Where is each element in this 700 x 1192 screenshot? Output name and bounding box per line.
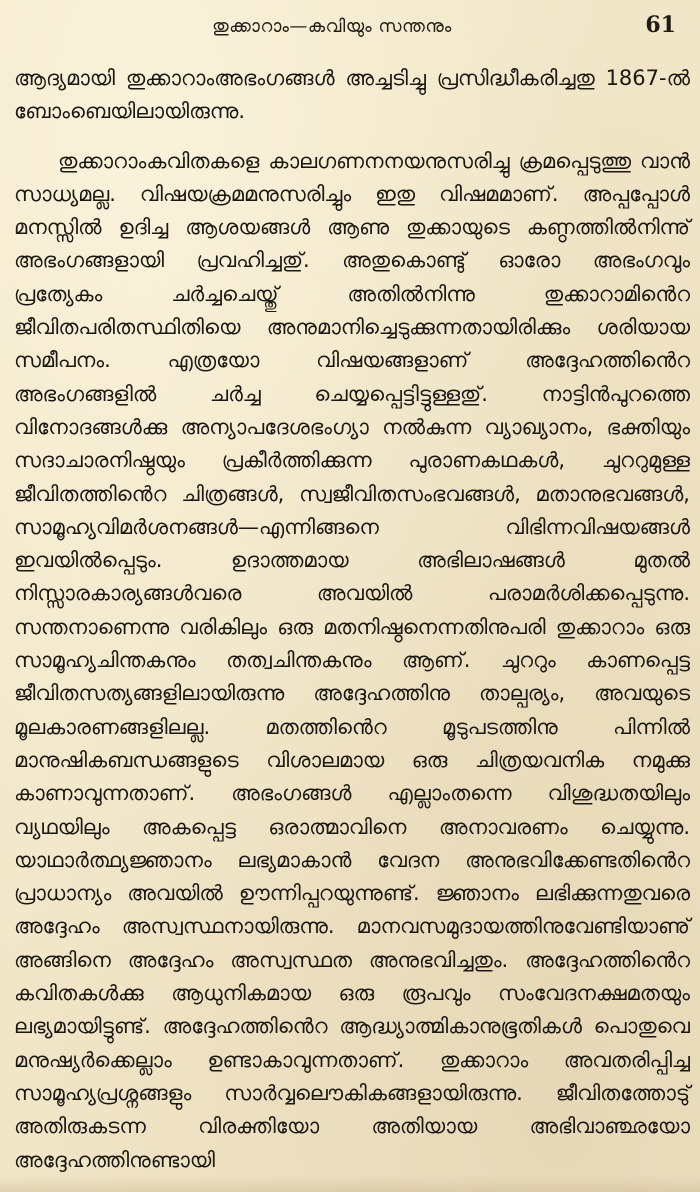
paragraph-2: തുക്കാറാംകവിതകളെ കാലഗണനനയനുസരിച്ചു ക്രമപ്പെടുത്തു വാൻ സാധ്യമല്ല. വിഷയക്രമമനുസരിച്ചും ഇതു വിഷമമാണ്. അപ്പപ്പോൾ മനസ്സിൽ ഉദിച്ച ആശയങ്ങൾ ആണു തുക്കായുടെ കണ്ഠത്തിൽനിന്നു് അഭംഗങ്ങളായി പ്രവഹിച്ചതു്. അതുകൊണ്ടു് ഓരോ അഭംഗവും പ്രത്യേകം ചർച്ചചെയ്തു് അതിൽനിന്നു തുക്കാറാമിൻെറ ജീവിതപരിതസ്ഥിതിയെ അനുമാനിച്ചെടുക്കുന്നതായിരിക്കും ശരിയായ സമീപനം. എത്രയോ വിഷയങ്ങളാണ് അദ്ദേഹത്തിൻെറ അഭംഗങ്ങളിൽ ചർച്ച ചെയ്യപ്പെട്ടിട്ടുള്ളതു്. നാട്ടിൻപുറത്തെ വിനോദങ്ങൾക്കു അന്യാപദേശഭംഗ്യാ നൽകുന്ന വ്യാഖ്യാനം, ഭക്തിയും സദാചാരനിഷ്ഠയും പ്രകീർത്തിക്കുന്ന പുരാണകഥകൾ, ചുററുമുള്ള ജീവിതത്തിൻെറ ചിത്രങ്ങൾ, സ്വജീവിതസംഭവങ്ങൾ, മതാനുഭവങ്ങൾ, സാമൂഹ്യവിമർശനങ്ങൾ—എന്നിങ്ങനെ വിഭിന്നവിഷയങ്ങൾ ഇവയിൽപ്പെടും. ഉദാത്തമായ അഭിലാഷങ്ങൾ മുതൽ നിസ്സാരകാര്യങ്ങൾവരെ അവയിൽ പരാമർശിക്കപ്പെടുന്നു. സന്തനാണെന്നു വരികിലും ഒരു മതനിഷ്ഠനെന്നതിനുപരി തുക്കാറാം ഒരു സാമൂഹ്യചിന്തകനും തത്വചിന്തകനും ആണ്. ചുററും കാണപ്പെട്ട ജീവിതസത്യങ്ങളിലായിരുന്നു അദ്ദേഹത്തിനു താല്പര്യം, അവയുടെ മൂലകാരണങ്ങളിലല്ല. മതത്തിൻെറ മൂടുപടത്തിനു പിന്നിൽ മാനുഷികബന്ധങ്ങളുടെ വിശാലമായ ഒരു ചിത്രയവനിക നമുക്കു കാണാവുന്നതാണ്. അഭംഗങ്ങൾ എല്ലാംതന്നെ വിശുദ്ധതയിലും വ്യഥയിലും അകപ്പെട്ട ഒരാത്മാവിനെ അനാവരണം ചെയ്യുന്നു. യാഥാർത്ഥ്യജ്ഞാനം ലഭ്യമാകാൻ വേദന അനുഭവിക്കേണ്ടതിൻെറ പ്രാധാന്യം അവയിൽ ഊന്നിപ്പറയുന്നുണ്ട്. ജ്ഞാനം ലഭിക്കുന്നതുവരെ അദ്ദേഹം അസ്വസ്ഥനായിരുന്നു. മാനവസമുദായത്തിനുവേണ്ടിയാണു് അങ്ങിനെ അദ്ദേഹം അസ്വസ്ഥത അനുഭവിച്ചതും. അദ്ദേഹത്തിൻെറ കവിതകൾക്കു ആധുനികമായ ഒരു രൂപവും സംവേദനക്ഷമതയും ലഭ്യമായിട്ടുണ്ട്. അദ്ദേഹത്തിൻെറ ആദ്ധ്യാത്മികാനുഭൂതികൾ പൊതുവെ മനുഷ്യർക്കെല്ലാം ഉണ്ടാകാവുന്നതാണ്. തുക്കാറാം അവതരിപ്പിച്ച സാമൂഹ്യപ്രശ്നങ്ങളും സാർവ്വലൌകികങ്ങളായിരുന്നു. ജീവിതത്തോടു് അതിരുകടന്ന വിരക്തിയോ അതിയായ അഭിവാഞ്ഛയോ അദ്ദേഹത്തിനുണ്ടായി xyxy=(14,148,690,1172)
page-edge-shadow xyxy=(0,1176,700,1192)
paragraph-1: ആദ്യമായി തുക്കാറാംഅഭംഗങ്ങൾ അച്ചടിച്ചു പ്രസിദ്ധീകരിച്ചതു 1867-ൽ ബോംബെയിലായിരുന്നു. xyxy=(14,66,690,124)
running-head xyxy=(14,0,690,62)
chapter-title: തുക്കാറാം—കവിയും സന്തനും xyxy=(212,16,452,37)
page-number: 61 xyxy=(645,12,676,38)
body-text xyxy=(14,62,690,1177)
